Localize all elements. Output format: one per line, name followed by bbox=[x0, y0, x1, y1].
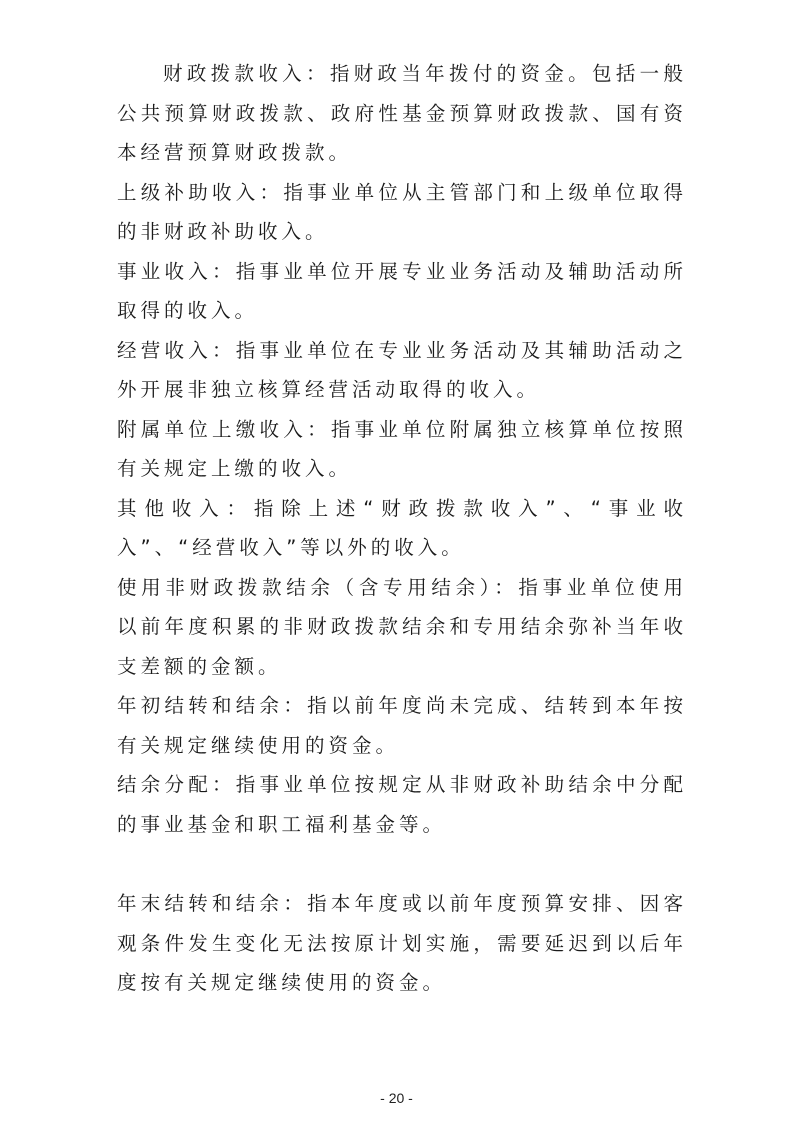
document-body bbox=[117, 54, 687, 1003]
blank-line bbox=[117, 844, 687, 884]
page-number: - 20 - bbox=[380, 1090, 413, 1106]
paragraph-surplus-distribution: 结余分配：指事业单位按规定从非财政补助结余中分配的事业基金和职工福利基金等。 bbox=[117, 773, 687, 836]
paragraph-superior-subsidy-income: 上级补助收入：指事业单位从主管部门和上级单位取得的非财政补助收入。 bbox=[117, 180, 687, 243]
paragraph-opening-carryover: 年初结转和结余：指以前年度尚未完成、结转到本年按有关规定继续使用的资金。 bbox=[117, 694, 687, 757]
paragraph-operating-income: 经营收入：指事业单位在专业业务活动及其辅助活动之外开展非独立核算经营活动取得的收入。 bbox=[117, 338, 687, 401]
paragraph-business-income: 事业收入：指事业单位开展专业业务活动及辅助活动所取得的收入。 bbox=[117, 259, 687, 322]
paragraph-affiliated-unit-income: 附属单位上缴收入：指事业单位附属独立核算单位按照有关规定上缴的收入。 bbox=[117, 417, 687, 480]
paragraph-other-income: 其他收入：指除上述“财政拨款收入”、“事业收入”、“经营收入”等以外的收入。 bbox=[117, 496, 687, 559]
paragraph-non-fiscal-surplus-use: 使用非财政拨款结余（含专用结余）：指事业单位使用以前年度积累的非财政拨款结余和专用结余弥补当年收支差额的金额。 bbox=[117, 575, 687, 678]
paragraph-closing-carryover: 年末结转和结余：指本年度或以前年度预算安排、因客观条件发生变化无法按原计划实施，需要延迟到以后年度按有关规定继续使用的资金。 bbox=[117, 892, 687, 994]
paragraph-fiscal-appropriation-income: 财政拨款收入：指财政当年拨付的资金。包括一般公共预算财政拨款、政府性基金预算财政拨款、国有资本经营预算财政拨款。 bbox=[117, 62, 687, 164]
